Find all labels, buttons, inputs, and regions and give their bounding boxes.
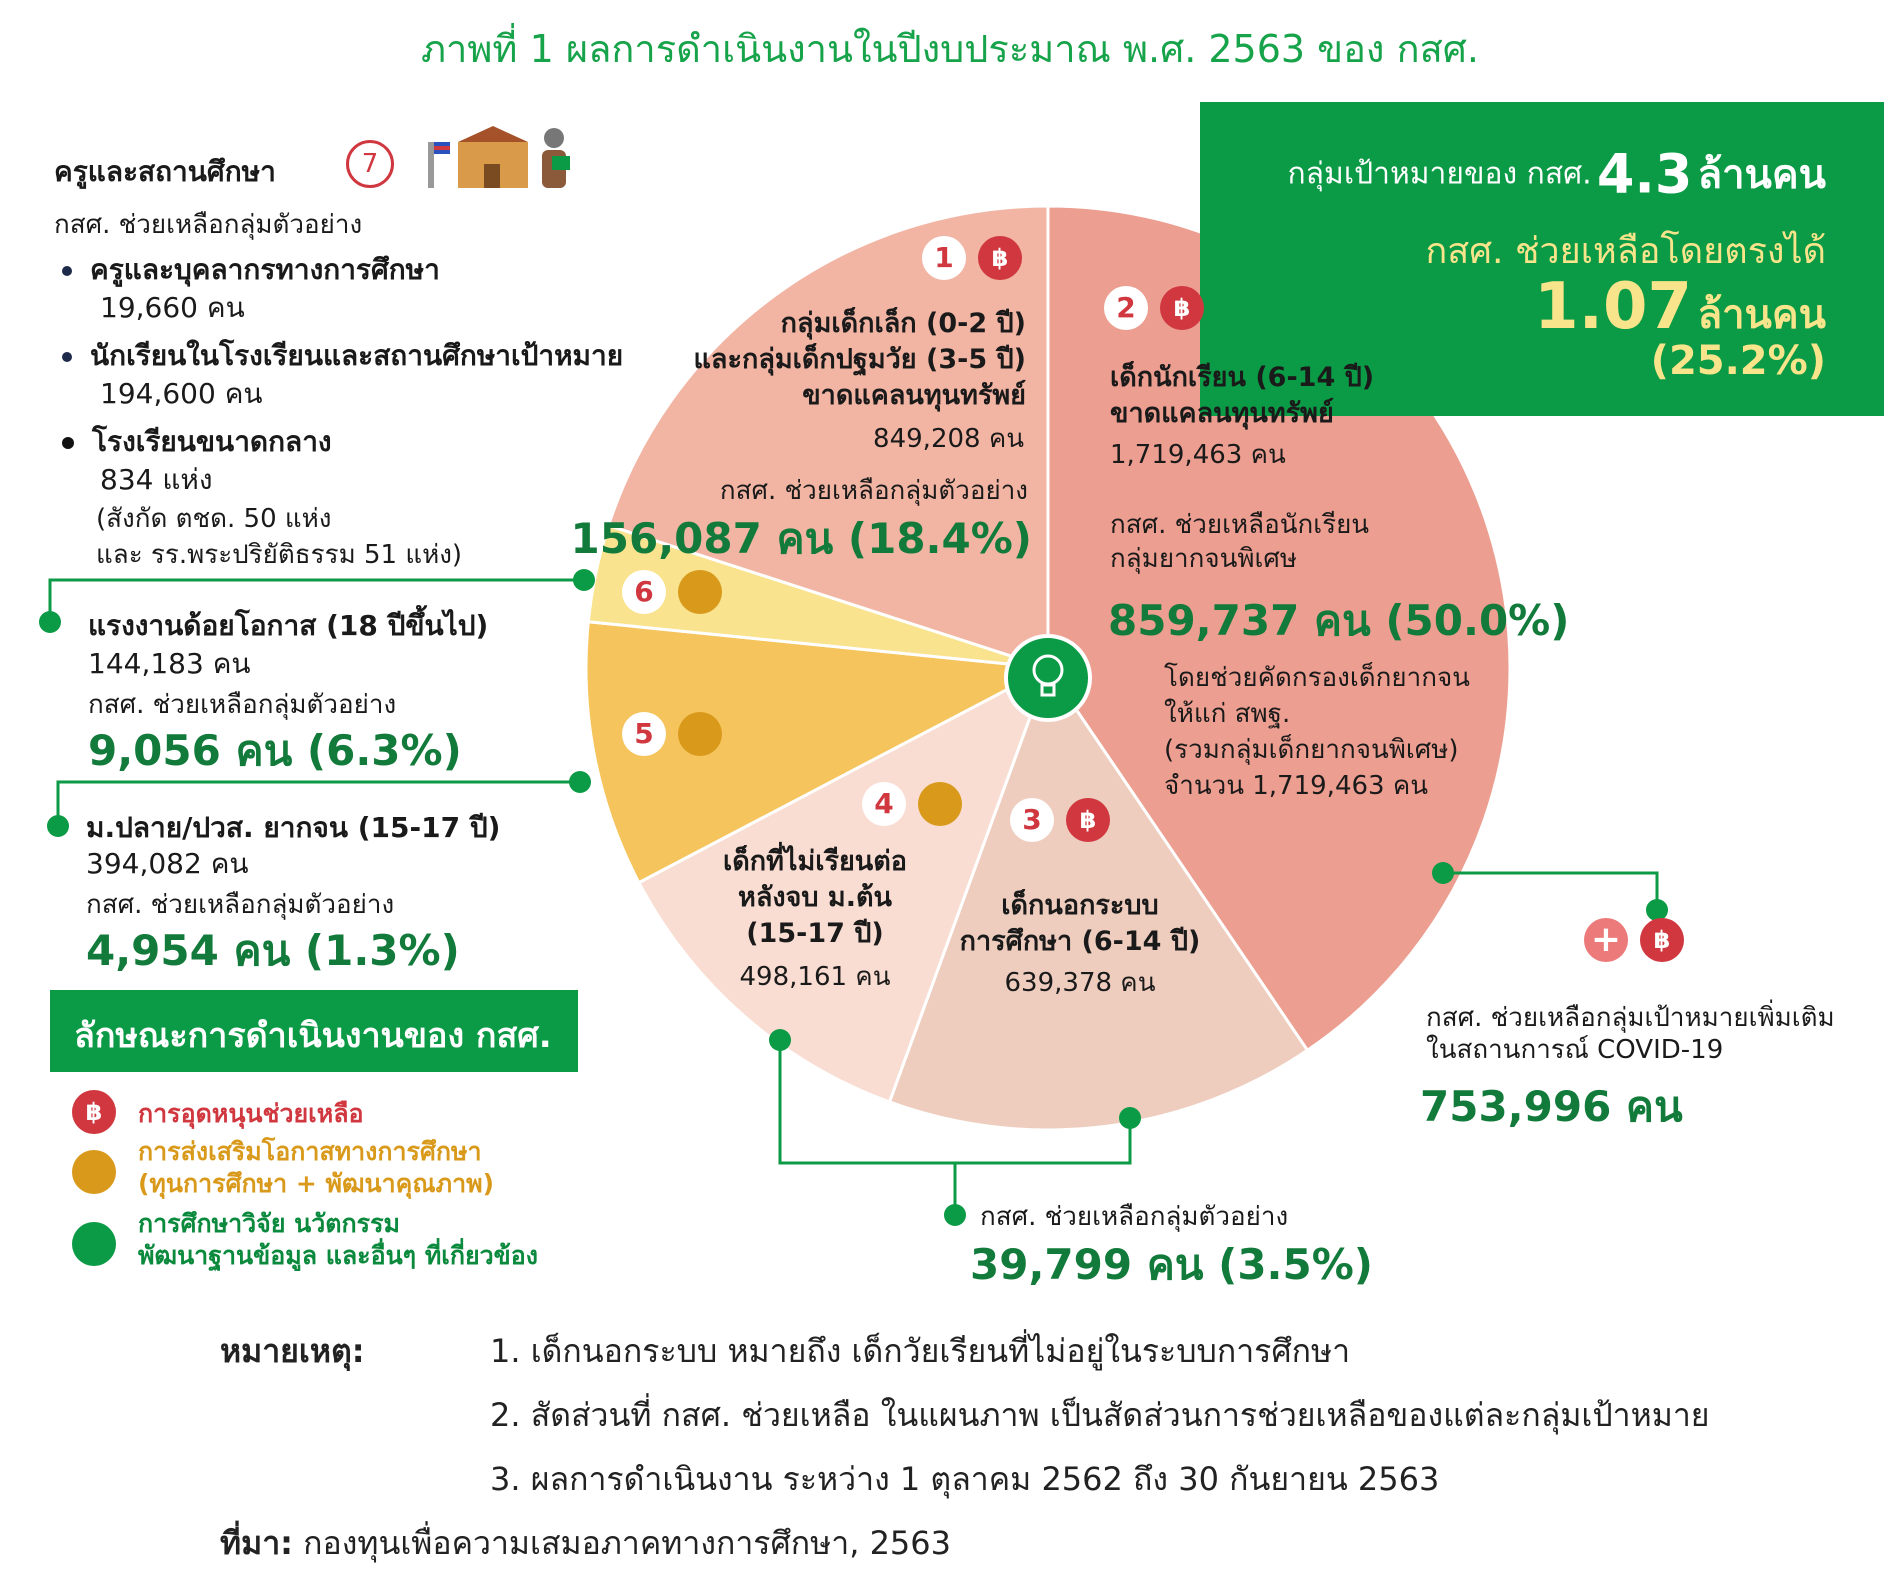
note-1: 1. เด็กนอกระบบ หมายถึง เด็กวัยเรียนที่ไม่อยู่ในระบบการศึกษา	[490, 1332, 1351, 1370]
summary-target-value: 4.3	[1596, 142, 1693, 206]
s4-title: เด็กที่ไม่เรียนต่อ หลังจบ ม.ต้น (15-17 ปี)	[722, 846, 908, 949]
legend-book-icon	[72, 1150, 116, 1194]
connector-dot-s4	[769, 1029, 791, 1051]
teachers-item-1-value: 19,660 คน	[100, 291, 245, 324]
s2-help: กสศ. ช่วยเหลือนักเรียน กลุ่มยากจนพิเศษ	[1110, 510, 1370, 574]
badge-4: 4	[862, 782, 906, 826]
covid-label: กสศ. ช่วยเหลือกลุ่มเป้าหมายเพิ่มเติม ในสถานการณ์ COVID-19	[1426, 1003, 1835, 1065]
s1-big: 156,087 คน (18.4%)	[570, 514, 1032, 563]
s5-help: กสศ. ช่วยเหลือกลุ่มตัวอย่าง	[86, 890, 395, 920]
s5-title: ม.ปลาย/ปวส. ยากจน (15-17 ปี)	[86, 811, 501, 844]
s2-big: 859,737 คน (50.0%)	[1108, 596, 1570, 645]
s2-note: โดยช่วยคัดกรองเด็กยากจน ให้แก่ สพฐ. (รวมกลุ่มเด็กยากจนพิเศษ) จำนวน 1,719,463 คน	[1164, 663, 1470, 801]
page-title: ภาพที่ 1 ผลการดำเนินงานในปีงบประมาณ พ.ศ. 2563 ของ กสศ.	[421, 27, 1479, 71]
s1-count: 849,208 คน	[873, 424, 1024, 454]
baht-icon: ฿	[978, 236, 1022, 280]
legend-item-1: การอุดหนุนช่วยเหลือ	[138, 1099, 364, 1128]
badge-6: 6	[622, 570, 666, 614]
badge-3: 3	[1010, 798, 1054, 842]
connector-dot-s34-end	[944, 1204, 966, 1226]
s6-help: กสศ. ช่วยเหลือกลุ่มตัวอย่าง	[88, 690, 397, 720]
note-2: 2. สัดส่วนที่ กสศ. ช่วยเหลือ ในแผนภาพ เป็นสัดส่วนการช่วยเหลือของแต่ละกลุ่มเป้าหมาย	[490, 1396, 1710, 1434]
teachers-item-2-value: 194,600 คน	[100, 377, 263, 410]
legend-item-2: การส่งเสริมโอกาสทางการศึกษา (ทุนการศึกษา + พัฒนาคุณภาพ)	[138, 1137, 495, 1198]
connector-dot-s6	[573, 569, 595, 591]
teachers-title: ครูและสถานศึกษา	[54, 155, 276, 188]
s34-big: 39,799 คน (3.5%)	[970, 1240, 1373, 1289]
connector-dot-s5-end	[47, 815, 69, 837]
legend-title: ลักษณะการดำเนินงานของ กสศ.	[74, 1016, 552, 1056]
legend-baht-icon: ฿	[72, 1090, 116, 1134]
legend-title-box	[50, 990, 578, 1072]
teachers-subtitle: กสศ. ช่วยเหลือกลุ่มตัวอย่าง	[54, 210, 363, 240]
baht-icon: ฿	[1160, 286, 1204, 330]
bullet-icon	[62, 266, 72, 276]
summary-direct-pct: (25.2%)	[1650, 338, 1826, 384]
connector-dot-s2	[1432, 862, 1454, 884]
s4-count: 498,161 คน	[739, 962, 891, 992]
teachers-item-1: ครูและบุคลากรทางการศึกษา	[62, 248, 440, 292]
source: ที่มา: กองทุนเพื่อความเสมอภาคทางการศึกษา, 2563	[220, 1524, 951, 1562]
bullet-icon	[62, 437, 74, 449]
s2-count: 1,719,463 คน	[1110, 440, 1286, 470]
s5-big: 4,954 คน (1.3%)	[86, 926, 460, 975]
legend-bulb-icon	[72, 1222, 116, 1266]
book-icon	[678, 712, 722, 756]
connector-covid	[1445, 873, 1657, 908]
book-icon	[918, 782, 962, 826]
lightbulb-icon	[1006, 636, 1090, 720]
baht-icon: ฿	[1066, 798, 1110, 842]
badge-1: 1	[922, 236, 966, 280]
covid-big: 753,996 คน	[1420, 1082, 1683, 1131]
s6-big: 9,056 คน (6.3%)	[88, 726, 462, 775]
s2-title: เด็กนักเรียน (6-14 ปี) ขาดแคลนทุนทรัพย์	[1110, 362, 1375, 429]
summary-target-unit: ล้านคน	[1697, 152, 1826, 198]
plus-icon: +	[1584, 918, 1628, 962]
connector-dot-s3	[1119, 1107, 1141, 1129]
s1-title: กลุ่มเด็กเล็ก (0-2 ปี) และกลุ่มเด็กปฐมวัย (3-5 ปี) ขาดแคลนทุนทรัพย์	[693, 308, 1026, 411]
badge-5: 5	[622, 712, 666, 756]
connector-dot-s5	[569, 771, 591, 793]
teachers-item-3-value: 834 แห่ง	[100, 463, 213, 496]
teachers-item-2: นักเรียนในโรงเรียนและสถานศึกษาเป้าหมาย	[62, 334, 623, 378]
s1-help: กสศ. ช่วยเหลือกลุ่มตัวอย่าง	[719, 476, 1028, 506]
teachers-item-3-note1: (สังกัด ตชด. 50 แห่ง	[96, 504, 332, 534]
summary-direct-value: 1.07	[1534, 270, 1692, 344]
summary-direct-label: กสศ. ช่วยเหลือโดยตรงได้	[1425, 231, 1826, 272]
bullet-icon	[62, 352, 72, 362]
teachers-item-3-note2: และ รร.พระปริยัติธรรม 51 แห่ง)	[96, 540, 463, 570]
badge-2: 2	[1104, 286, 1148, 330]
school-icon	[414, 122, 574, 194]
notes-label: หมายเหตุ:	[220, 1332, 365, 1370]
summary-target-label: กลุ่มเป้าหมายของ กสศ.	[1287, 156, 1592, 192]
s5-count: 394,082 คน	[86, 847, 249, 880]
baht-icon: ฿	[1640, 918, 1684, 962]
s6-title: แรงงานด้อยโอกาส (18 ปีขึ้นไป)	[88, 609, 489, 642]
badge-7: 7	[346, 140, 394, 188]
legend-item-3: การศึกษาวิจัย นวัตกรรม พัฒนาฐานข้อมูล และอื่นๆ ที่เกี่ยวข้อง	[138, 1209, 538, 1270]
s34-help: กสศ. ช่วยเหลือกลุ่มตัวอย่าง	[980, 1202, 1289, 1232]
book-icon	[678, 570, 722, 614]
teachers-item-3: โรงเรียนขนาดกลาง	[62, 420, 332, 464]
summary-direct-unit: ล้านคน	[1697, 292, 1826, 338]
s6-count: 144,183 คน	[88, 647, 251, 680]
s3-title: เด็กนอกระบบ การศึกษา (6-14 ปี)	[959, 890, 1201, 957]
connector-dot-s6-end	[39, 611, 61, 633]
s3-count: 639,378 คน	[1004, 968, 1156, 998]
note-3: 3. ผลการดำเนินงาน ระหว่าง 1 ตุลาคม 2562 ถึง 30 กันยายน 2563	[490, 1460, 1440, 1498]
